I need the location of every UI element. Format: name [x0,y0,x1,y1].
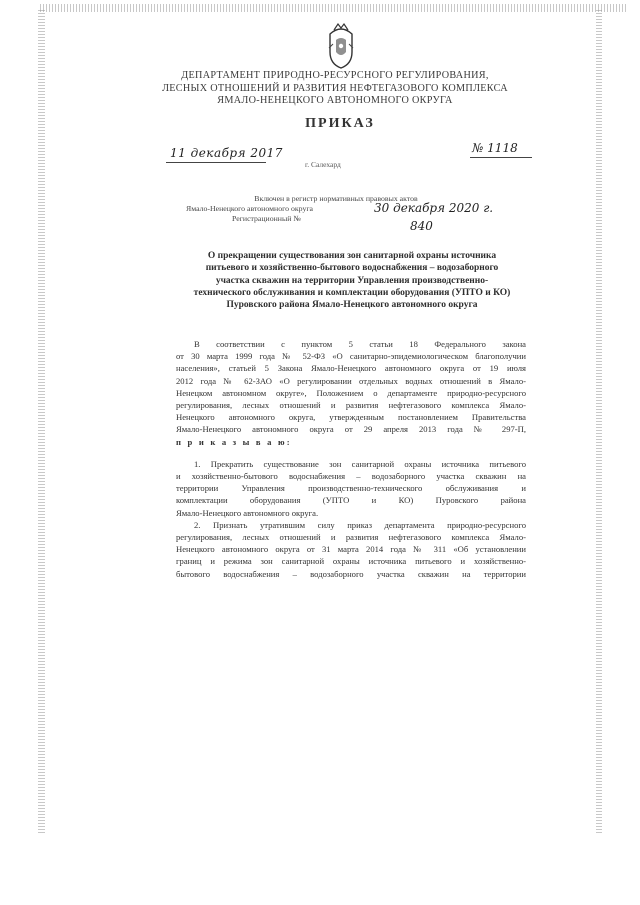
item-2-paragraph [176,519,526,580]
body-line: регулирования, лесных отношений и развития нефтегазового комплекса Ямало- [176,400,526,411]
paragraph-gap [176,448,526,458]
body-line: Ненецкого автономного округа, утвержденным постановлением Правительства [176,412,526,423]
body-line: от 30 марта 1999 года № 52-ФЗ «О санитарно-эпидемиологическом благополучии [176,351,526,362]
department-line: ЯМАЛО-НЕНЕЦКОГО АВТОНОМНОГО ОКРУГА [217,95,453,106]
scan-border-left [38,8,45,833]
body-line: и хозяйственно-бытового водоснабжения – водозаборного участка скважин на [176,471,526,482]
registration-number-label: Регистрационный № [232,214,301,223]
date-underline [166,162,266,163]
body-line: В соответствии с пунктом 5 статьи 18 Федерального закона [194,339,526,349]
body-line: Ямало-Ненецкого автономного округа от 29 апреля 2013 года № 297-П, [176,424,526,435]
coat-of-arms-icon [324,22,358,70]
handwritten-order-number: № 1118 [472,141,518,155]
scan-border-top [40,4,626,12]
order-body [176,338,526,580]
body-line: Ямало-Ненецкого автономного округа. [176,507,319,518]
registration-line: Включен в регистр нормативных правовых актов [254,194,418,203]
body-line: регулирования, лесных отношений и развития нефтегазового комплекса Ямало- [176,532,526,543]
number-underline [470,157,532,158]
body-line: 2012 года № 62-ЗАО «О регулировании отдельных водных отношений в Ямало- [176,375,526,386]
subject-line: питьевого и хозяйственно-бытового водоснабжения – водозаборного [205,263,499,274]
handwritten-date: 11 декабря 2017 [170,146,283,160]
body-line: границ и режима зон санитарной охраны источника питьевого и хозяйственно- [176,556,526,567]
registration-number-line [186,214,486,224]
handwritten-registration-date: 30 декабря 2020 г. [374,201,494,215]
document-title: ПРИКАЗ [305,116,375,131]
order-word: п р и к а з ы в а ю: [176,436,292,447]
body-line: комплектации оборудования (УПТО и КО) Пуровского района [176,495,526,506]
department-line: ДЕПАРТАМЕНТ ПРИРОДНО-РЕСУРСНОГО РЕГУЛИРОВАНИЯ, [181,70,489,81]
subject-line: О прекращении существования зон санитарной охраны источника [207,251,497,261]
body-line: 1. Прекратить существование зон санитарной охраны источника питьевого [194,458,526,469]
city-label: г. Салехард [305,160,341,169]
order-subject [178,250,526,311]
registration-label: Ямало-Ненецкого автономного округа [186,204,314,213]
subject-line: технического обслуживания и комплектации оборудования (УПТО и КО) [193,287,511,298]
body-line: Ненецкого автономного округа от 31 марта 2014 года № 311 «Об установлении [176,544,526,555]
handwritten-registration-number: 840 [410,219,433,233]
body-line: 2. Признать утратившим силу приказ департамента природно-ресурсного [194,519,526,530]
body-line: населения», статьей 5 Закона Ямало-Ненецкого автономного округа от 19 июля [176,363,526,374]
department-line: ЛЕСНЫХ ОТНОШЕНИЙ И РАЗВИТИЯ НЕФТЕГАЗОВОГО КОМПЛЕКСА [162,82,508,94]
preamble-paragraph [176,338,526,448]
body-line: бытового водоснабжения – водозаборного участка скважин на территории [176,568,526,579]
item-1-paragraph [176,458,526,519]
subject-line: участка скважин на территории Управления производственно- [215,275,489,286]
scan-border-right [596,8,602,833]
body-line: Ненецком автономном округе», Положением о департаменте природно-ресурсного [176,387,526,398]
body-line: территории Управления производственно-технического обслуживания и [176,483,526,494]
subject-line: Пуровского района Ямало-Ненецкого автономного округа [226,300,478,311]
department-header [150,70,520,108]
